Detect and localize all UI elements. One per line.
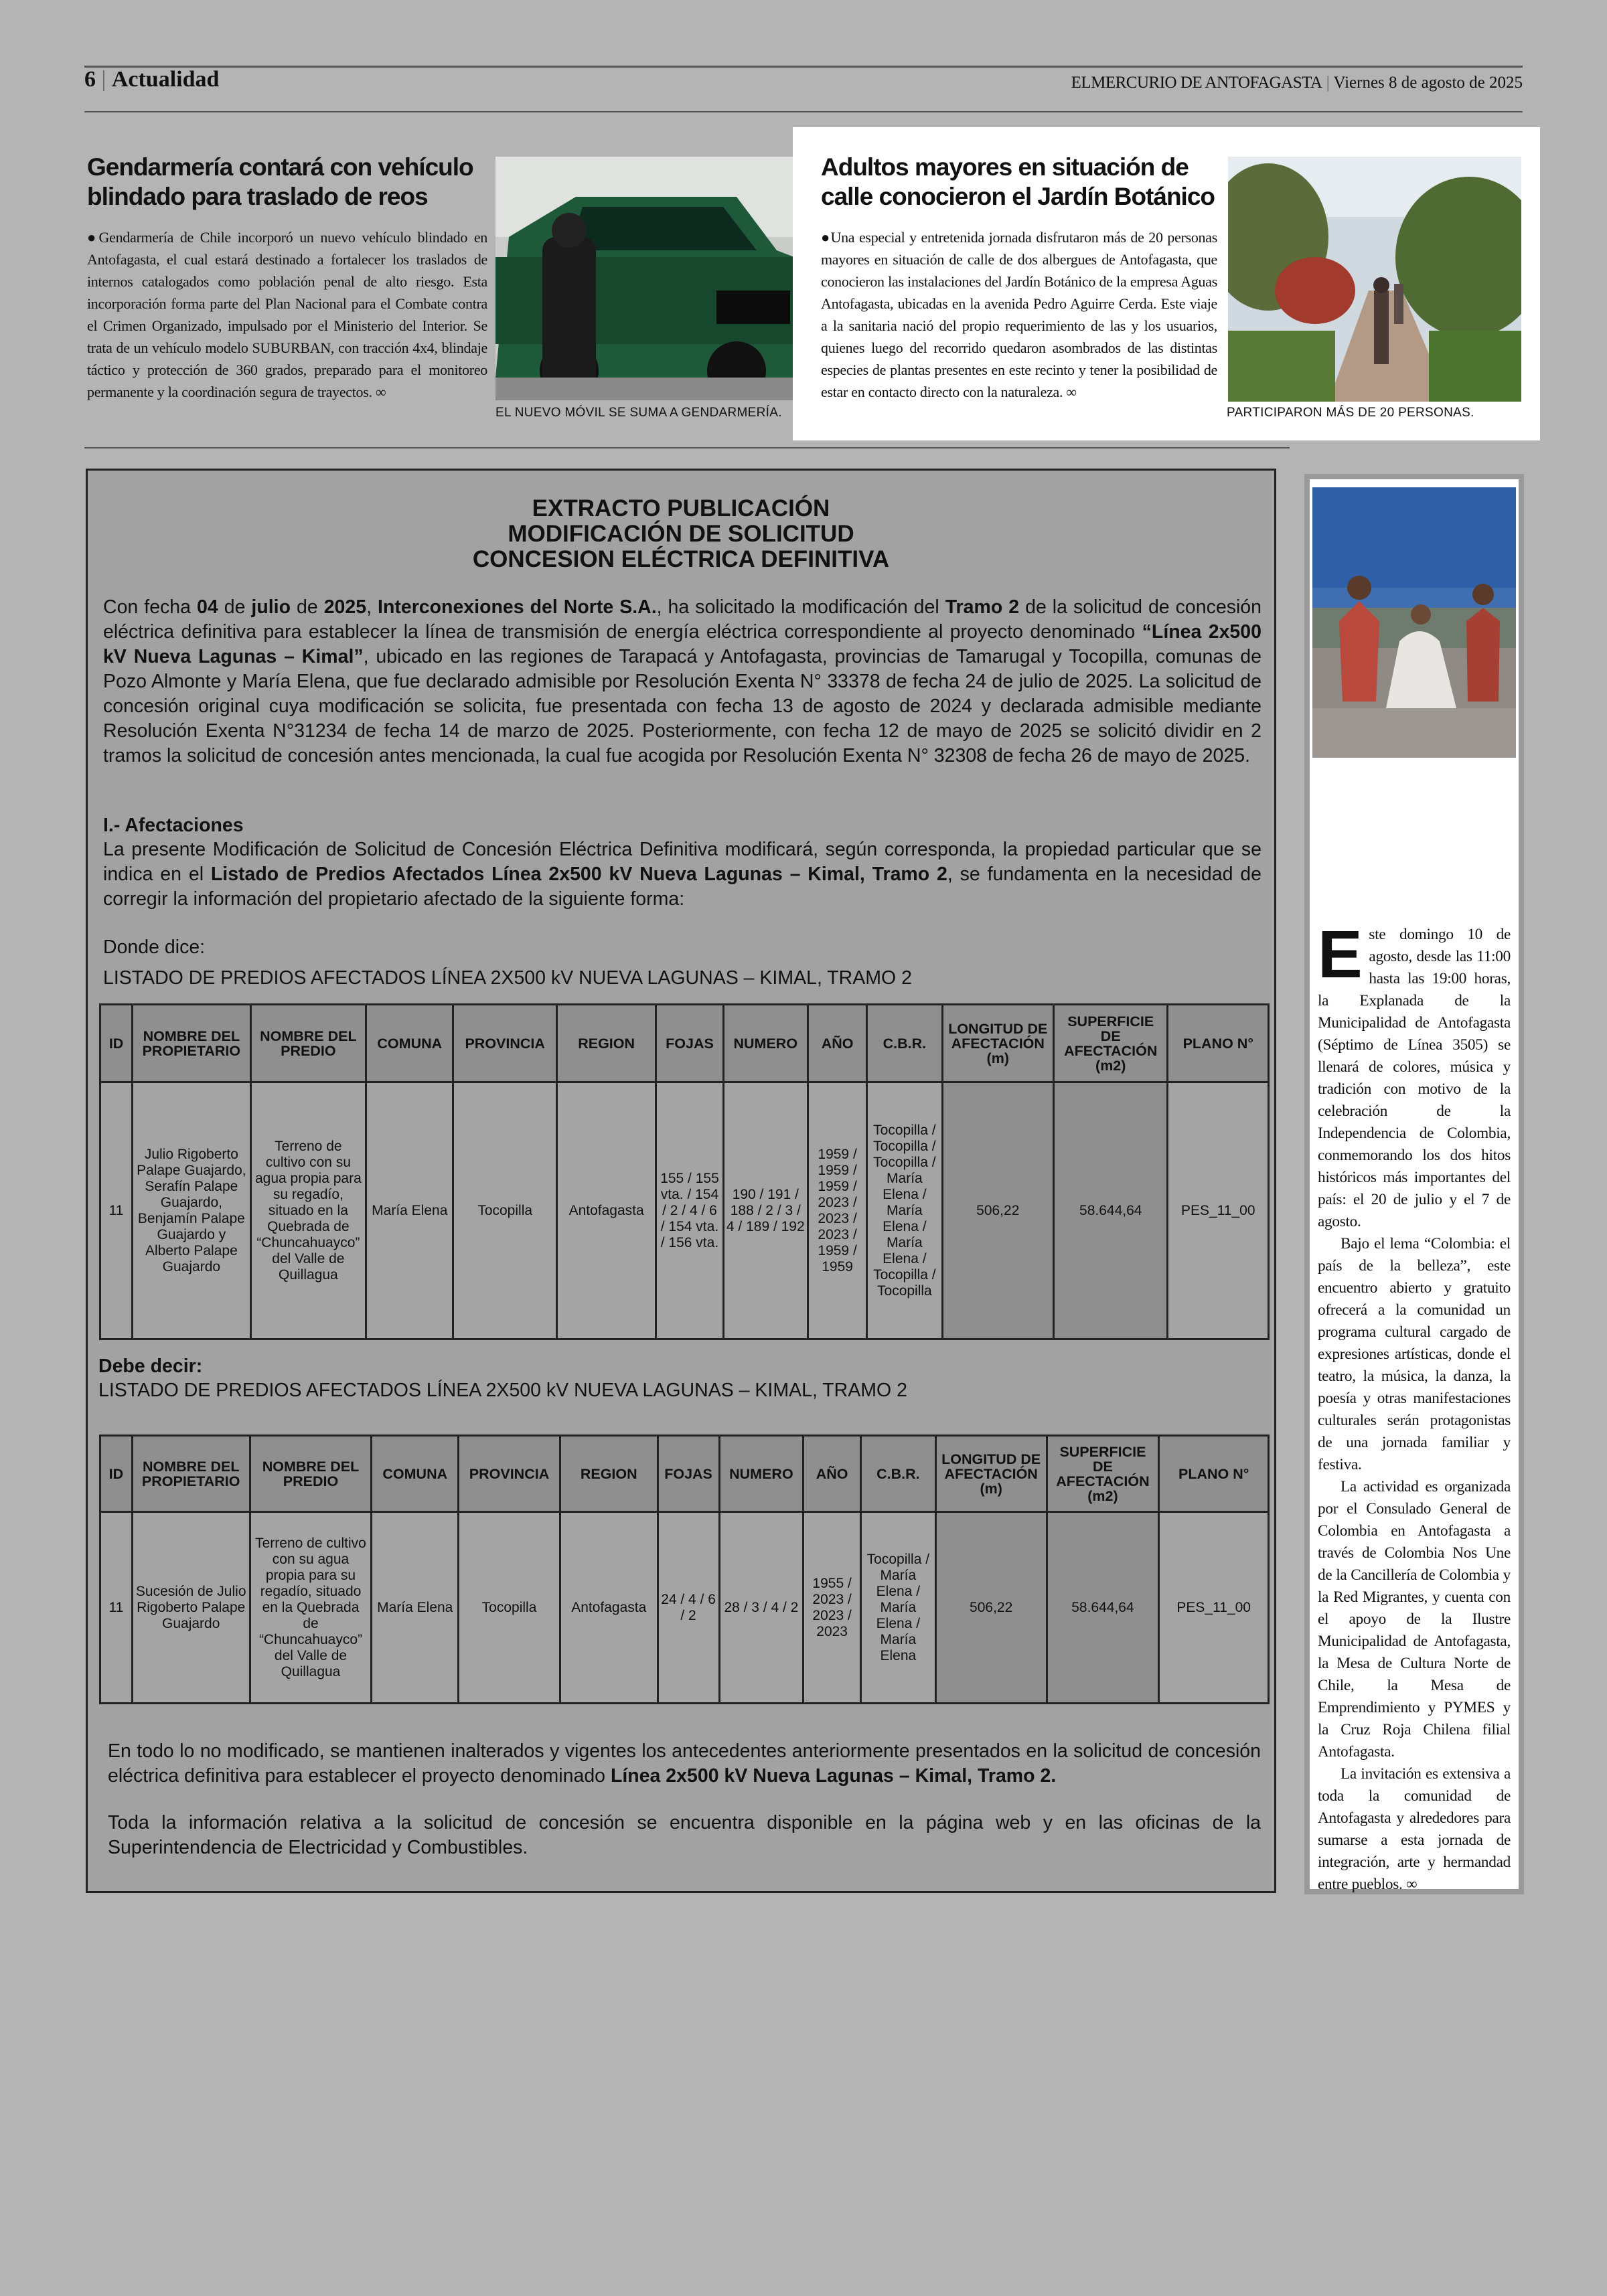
sidebar-headline: Antofagasta celebra la independencia de Colombia con un festival artístico: [1314, 767, 1513, 907]
sidebar-p2: Bajo el lema “Colombia: el país de la belleza”, este encuentro abierto y gratuito ofrecerá a la comunidad un programa cultural cargado de expresiones artísticas, donde el teatro, la música, la danza, la poesía y otras manifestaciones culturales serán protagonistas de una jornada familiar y festiva.: [1318, 1235, 1511, 1473]
sidebar-story: [1304, 474, 1524, 1894]
legal-notice: [86, 469, 1276, 1893]
armored-vehicle-photo: [495, 157, 794, 400]
sidebar-p4: La invitación es extensiva a toda la comunidad de Antofagasta y alrededores para sumarse a esta jornada de integración, arte y hermandad entre pueblos. ∞: [1318, 1765, 1511, 1893]
story1-body: ●Gendarmería de Chile incorporó un nuevo vehículo blindado en Antofagasta, el cual estará destinado a fortalecer los traslados de internos catalogados como población penal de alto riesgo. Esta incorporación forma parte del Plan Nacional para el Combate contra el Crimen Organizado, impulsado por el Ministerio del Interior. Se trata de un vehículo modelo SUBURBAN, con tracción 4x4, blindaje táctico y protección de 360 grados, preparado para el monitoreo permanente y la coordinación segura de trayectos. ∞: [87, 229, 487, 400]
table-header-row: ID NOMBRE DEL PROPIETARIO NOMBRE DEL PREDIO COMUNA PROVINCIA REGION FOJAS NUMERO AÑO C.B.R. LONGITUD DE AFECTACIÓN (m) SUPERFICIE DE AFECTACIÓN (m2) PLANO N°: [100, 1005, 1269, 1082]
table-row: 11 Julio Rigoberto Palape Guajardo, Serafín Palape Guajardo, Benjamín Palape Guajardo y Alberto Palape Guajardo Terreno de cultivo con su agua propia para su regadío, situado en la Quebrada de “Chuncahuayco” del Valle de Quillagua María Elena Tocopilla Antofagasta 155 / 155 vta. / 154 / 2 / 4 / 6 / 154 vta. / 156 vta. 190 / 191 / 188 / 2 / 3 / 4 / 189 / 192 1959 / 1959 / 1959 / 2023 / 2023 / 2023 / 1959 / 1959 Tocopilla / Tocopilla / Tocopilla / María Elena / María Elena / María Elena / Tocopilla / Tocopilla 506,22 58.644,64 PES_11_00: [100, 1082, 1269, 1339]
properties-table-original: [99, 1003, 1270, 1340]
story2-headline: Adultos mayores en situación de calle conocieron el Jardín Botánico: [821, 153, 1215, 210]
bullet-icon: ●: [87, 229, 99, 246]
properties-table-corrected: [99, 1434, 1270, 1704]
page-number: 6: [84, 67, 96, 92]
table-header-row: ID NOMBRE DEL PROPIETARIO NOMBRE DEL PREDIO COMUNA PROVINCIA REGION FOJAS NUMERO AÑO C.B.R. LONGITUD DE AFECTACIÓN (m) SUPERFICIE DE AFECTACIÓN (m2) PLANO N°: [100, 1436, 1269, 1512]
table-row: 11 Sucesión de Julio Rigoberto Palape Guajardo Terreno de cultivo con su agua propia para su regadío, situado en la Quebrada de “Chuncahuayco” del Valle de Quillagua María Elena Tocopilla Antofagasta 24 / 4 / 6 / 2 28 / 3 / 4 / 2 1955 / 2023 / 2023 / 2023 Tocopilla / María Elena / María Elena / María Elena 506,22 58.644,64 PES_11_00: [100, 1512, 1269, 1704]
notice-intro: Con fecha 04 de julio de 2025, Interconexiones del Norte S.A., ha solicitado la modificación del Tramo 2 de la solicitud de concesión eléctrica definitiva para establecer la línea de transmisión de energía eléctrica correspondiente al proyecto denominado “Línea 2x500 kV Nueva Lagunas – Kimal”, ubicado en las regiones de Tarapacá y Antofagasta, provincias de Tamarugal y Tocopilla, comunas de Pozo Almonte y María Elena, que fue declarado admisible por Resolución Exenta N° 33378 de fecha 24 de julio de 2025. La solicitud de concesión original cuya modificación se solicita, fue presentada con fecha 13 de agosto de 2024 y declarada admisible mediante Resolución Exenta N°31234 de fecha 14 de marzo de 2025. Posteriormente, con fecha 12 de mayo de 2025 se solicitó dividir en 2 tramos la solicitud de concesión antes mencionada, la cual fue acogida por Resolución Exenta N° 32308 de fecha 26 de mayo de 2025.: [103, 596, 1261, 766]
sidebar-p3: La actividad es organizada por el Consulado General de Colombia en Antofagasta a través de Colombia Nos Une de la Cancillería de Colombia y la Red Migrantes, y cuenta con el apoyo de la Ilustre Municipalidad de Antofagasta, la Mesa de Cultura Norte de Chile, la Mesa de Emprendimiento y PYMES y la Cruz Roja Chilena filial Antofagasta.: [1318, 1478, 1511, 1760]
list-title-2: LISTADO DE PREDIOS AFECTADOS LÍNEA 2X500 kV NUEVA LAGUNAS – KIMAL, TRAMO 2: [98, 1380, 907, 1401]
end-mark-icon: ∞: [375, 384, 386, 400]
closing-paragraph-2: Toda la información relativa a la solicitud de concesión se encuentra disponible en la página web y en las oficinas de la Superintendencia de Electricidad y Combustibles.: [108, 1812, 1261, 1858]
header-top-rule: [84, 66, 1523, 68]
story1-caption: EL NUEVO MÓVIL SE SUMA A GENDARMERÍA.: [495, 406, 782, 420]
newspaper-name: ELMERCURIO DE ANTOFAGASTA: [1071, 74, 1322, 92]
debe-decir-label: Debe decir:: [98, 1356, 203, 1377]
dropcap-letter: E: [1318, 917, 1363, 992]
festival-photo: [1312, 487, 1516, 758]
story2-caption: PARTICIPARON MÁS DE 20 PERSONAS.: [1227, 406, 1474, 420]
masthead-date: ELMERCURIO DE ANTOFAGASTA | Viernes 8 de agosto de 2025: [1071, 74, 1523, 92]
end-mark-icon: ∞: [1066, 384, 1077, 400]
bullet-icon: ●: [821, 229, 831, 246]
section-text: La presente Modificación de Solicitud de Concesión Eléctrica Definitiva modificará, según corresponda, la propiedad particular que se indica en el Listado de Predios Afectados Línea 2x500 kV Nueva Lagunas – Kimal, Tramo 2, se fundamenta en la necesidad de corregir la información del propietario afectado de la siguiente forma:: [103, 839, 1261, 910]
botanical-garden-photo: [1228, 157, 1521, 402]
story2-body: ●Una especial y entretenida jornada disfrutaron más de 20 personas mayores en situación de calle de dos albergues de Antofagasta, que conocieron las instalaciones del Jardín Botánico de la empresa Aguas Antofagasta, ubicadas en la avenida Pedro Aguirre Cerda. Este viaje a la sanitaria nació del propio requerimiento de las y los usuarios, quienes luego del recorrido quedaron asombrados de las distintas especies de plantas presentes en este recinto y tener la posibilidad de estar en contacto directo con la naturaleza. ∞: [821, 229, 1217, 400]
issue-date: Viernes 8 de agosto de 2025: [1333, 74, 1523, 92]
section-name: Actualidad: [111, 67, 220, 92]
sidebar-body: Este domingo 10 de agosto, desde las 11:00 hasta las 19:00 horas, la Explanada de la Municipalidad de Antofagasta (Séptimo de Línea 3505) se llenará de colores, música y tradición con motivo de la celebración de la Independencia de Colombia, conmemorando los dos hitos históricos más importantes del país: el 20 de julio y el 7 de agosto. Bajo el lema “Colombia: el país de la belleza”, este encuentro abierto y gratuito ofrecerá a la comunidad un programa cultural cargado de expresiones artísticas, donde el teatro, la música, la danza, la poesía y otras manifestaciones culturales serán protagonistas de una jornada familiar y festiva. La actividad es organizada por el Consulado General de Colombia en Antofagasta a través de Colombia Nos Une de la Cancillería de Colombia y la Red Migrantes, y cuenta con el apoyo de la Ilustre Municipalidad de Antofagasta, la Mesa de Cultura Norte de Chile, la Mesa de Emprendimiento y PYMES y la Cruz Roja Chilena filial Antofagasta. La invitación es extensiva a toda la comunidad de Antofagasta y alrededores para sumarse a esta jornada de integración, arte y hermandad entre pueblos. ∞: [1312, 924, 1513, 1888]
notice-title: EXTRACTO PUBLICACIÓN MODIFICACIÓN DE SOLICITUD CONCESION ELÉCTRICA DEFINITIVA: [472, 495, 890, 572]
header-bottom-rule: [84, 111, 1523, 112]
list-title-1: LISTADO DE PREDIOS AFECTADOS LÍNEA 2X500 kV NUEVA LAGUNAS – KIMAL, TRAMO 2: [103, 967, 912, 989]
story1-headline: Gendarmería contará con vehículo blindado para traslado de reos: [87, 153, 473, 210]
donde-dice-label: Donde dice:: [103, 936, 206, 958]
end-mark-icon: ∞: [1406, 1876, 1418, 1893]
section-label: 6 | Actualidad: [84, 67, 220, 92]
section-heading: I.- Afectaciones: [103, 815, 244, 836]
stories-bottom-rule: [84, 447, 1290, 448]
closing-paragraph-1: En todo lo no modificado, se mantienen inalterados y vigentes los antecedentes anteriormente presentados en la solicitud de concesión eléctrica definitiva para establecer el proyecto denominado Línea 2x500 kV Nueva Lagunas – Kimal, Tramo 2.: [108, 1740, 1261, 1787]
